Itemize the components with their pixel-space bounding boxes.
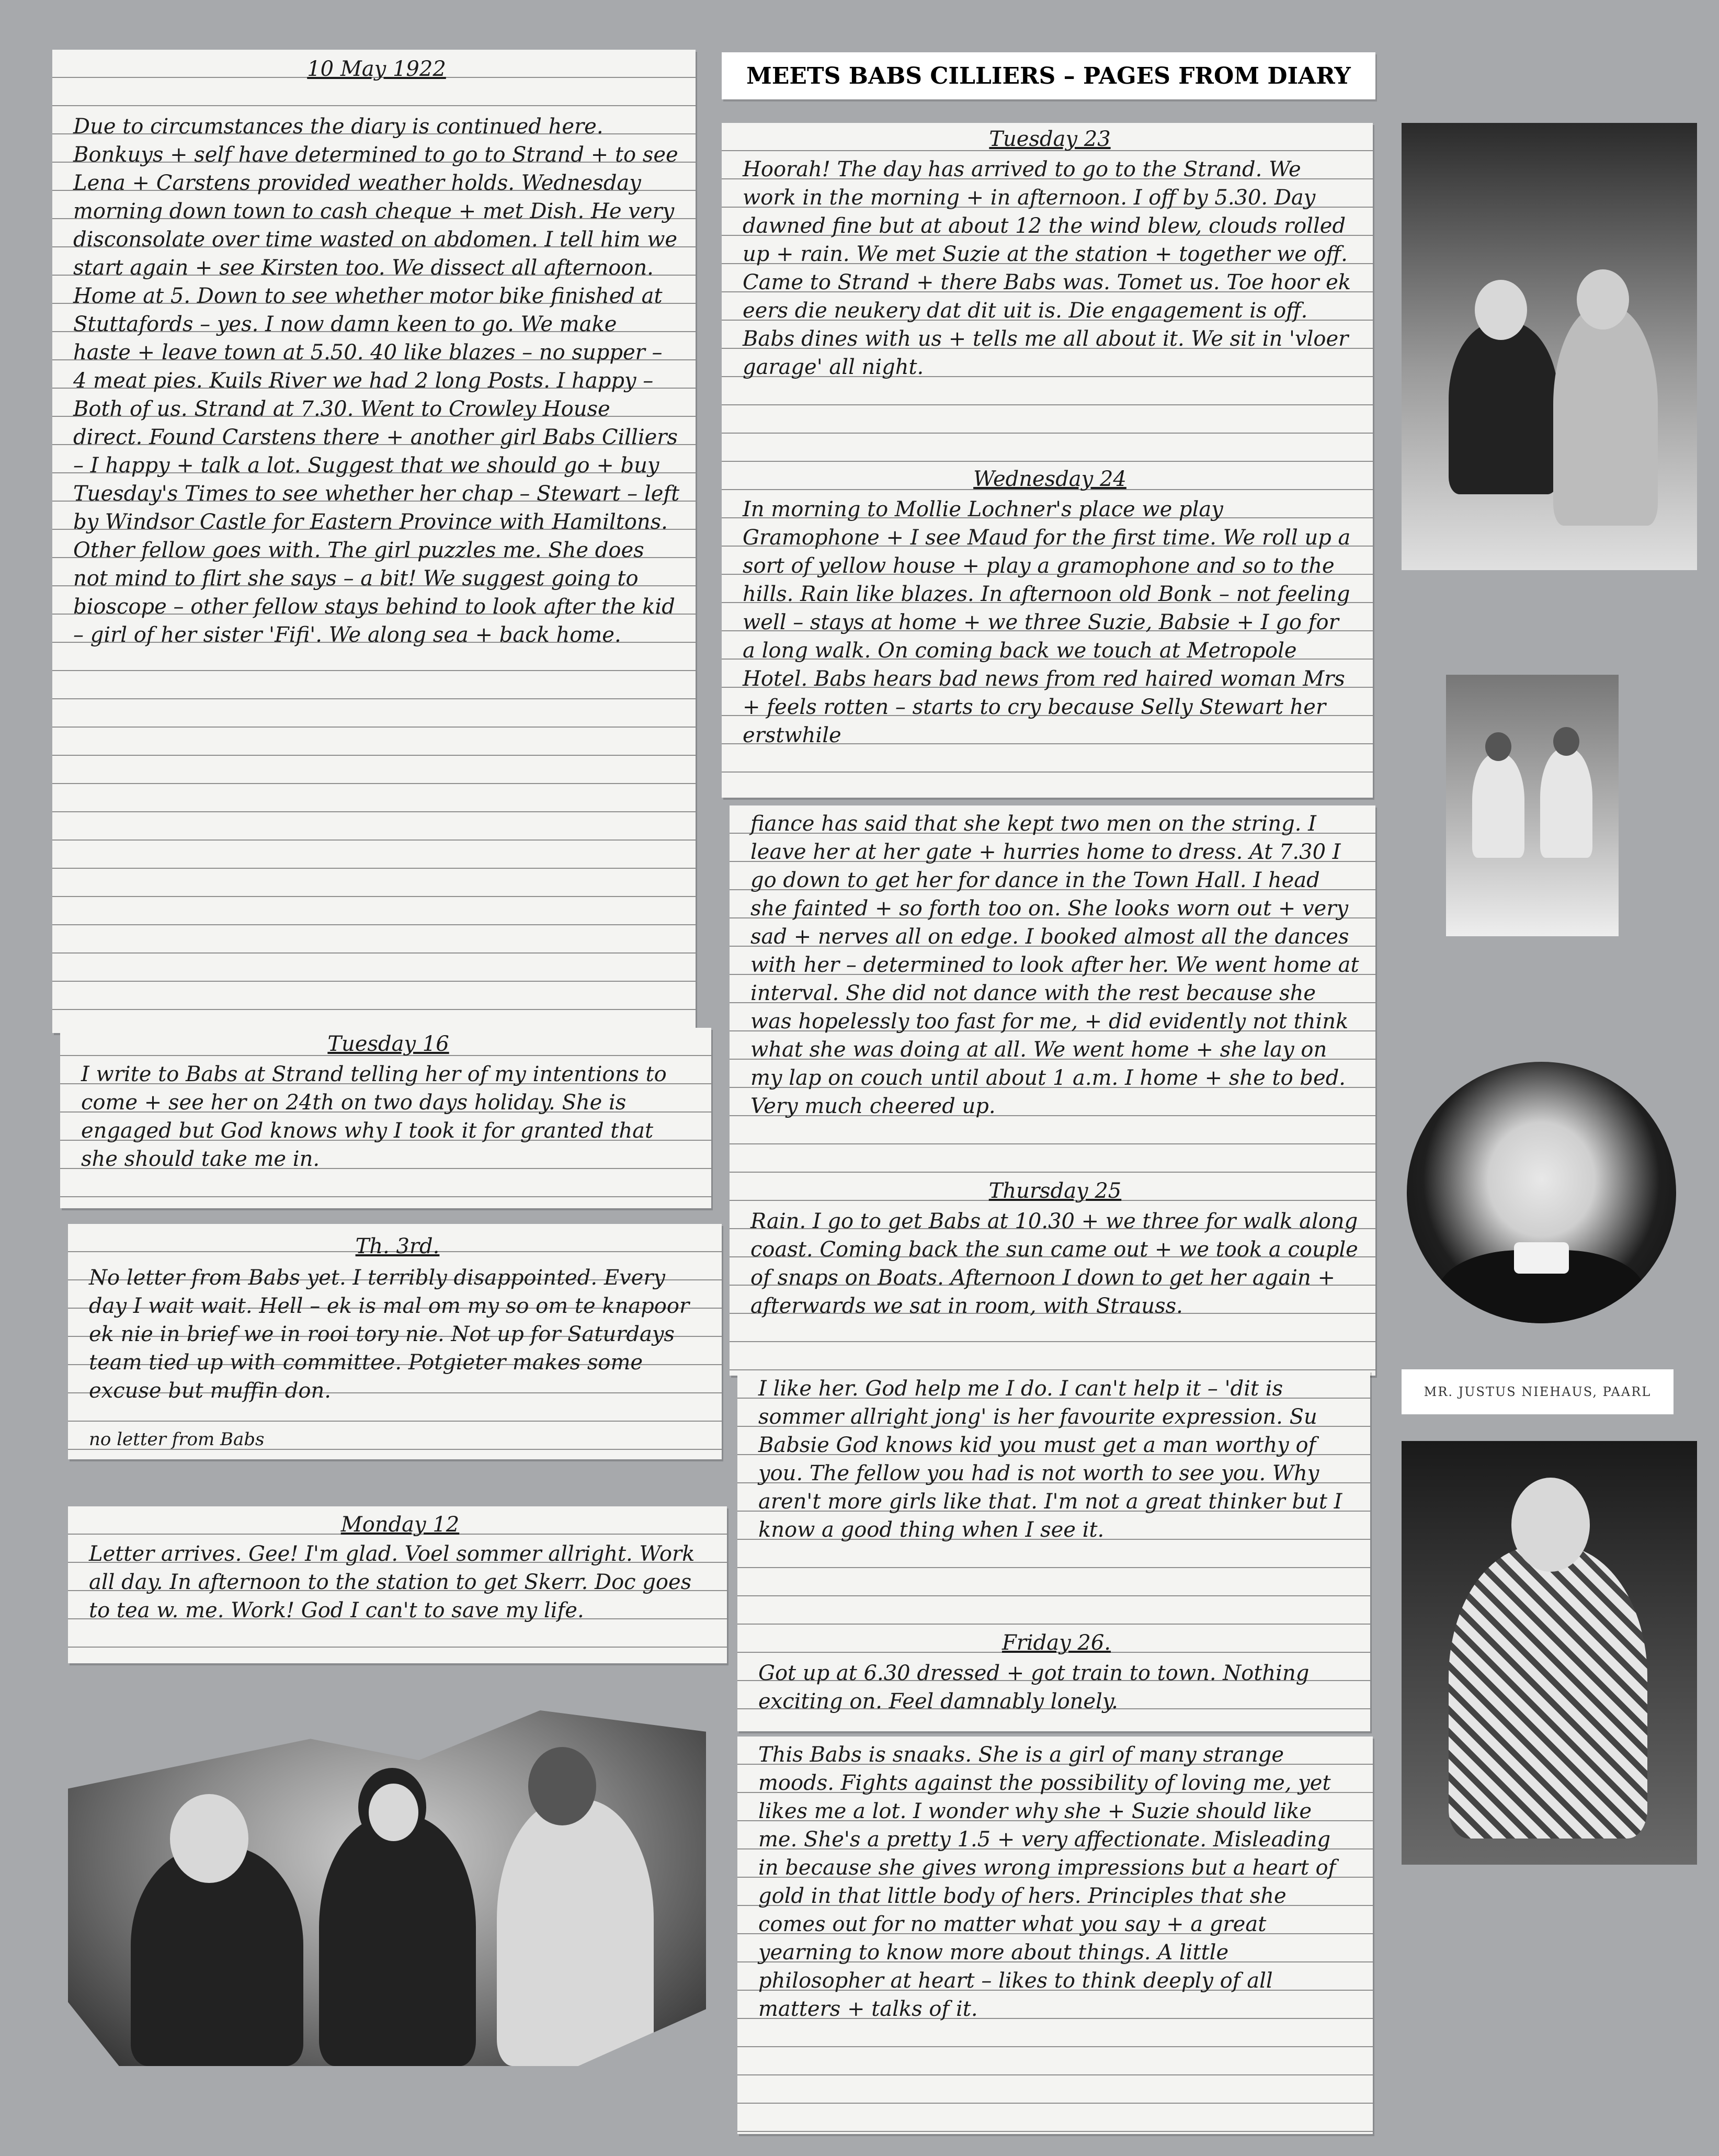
photo-person-right <box>497 1799 654 2066</box>
diary-entry-text: fiance has said that she kept two men on the string. I leave her at her gate + hurries home to dress. At 7.30 I go down to get her for dance in the Town Hall. I head she fainted + so forth too on. She looks worn out + very sad + nerves all on edge. I booked almost all the dances with her – determined to look after her. We went home at interval. She did not dance with the rest because she was hopelessly too fast for me, + did evidently not think what she was doing at all. We went home + she lay on my lap on couch until about 1 a.m. I home + she to bed. Very much cheered up. <box>750 812 1366 1118</box>
diary-entry-text: Letter arrives. Gee! I'm glad. Voel sommer allright. Work all day. In afternoon to the station to get Skerr. Doc goes to tea w. me. Work! God I can't to save my life. <box>89 1542 702 1622</box>
photo-face-right-woman <box>1553 727 1579 756</box>
photo-face-shawl <box>1511 1478 1590 1572</box>
photo-woman-shawl <box>1402 1441 1697 1865</box>
photo-face-left-woman <box>1485 732 1511 761</box>
photo-person-man <box>1553 306 1658 526</box>
photo-face-right <box>528 1747 596 1825</box>
photo-two-women <box>1446 675 1619 936</box>
portrait-caption: MR. JUSTUS NIEHAUS, PAARL <box>1402 1369 1674 1414</box>
diary-clipping-may-10 <box>52 50 696 1033</box>
diary-clipping-babs <box>737 1737 1373 2134</box>
diary-subheading: Thursday 25 <box>988 1179 1122 1203</box>
portrait-collar <box>1514 1242 1569 1274</box>
photo-person-left-woman <box>1472 753 1524 858</box>
diary-clipping-tuesday-16 <box>60 1028 711 1208</box>
page-headline: MEETS BABS CILLIERS – PAGES FROM DIARY <box>722 52 1375 99</box>
diary-subheading: Friday 26. <box>1001 1631 1111 1655</box>
diary-heading: Tuesday 23 <box>989 127 1111 151</box>
diary-clipping-tuesday-23 <box>722 123 1373 798</box>
diary-entry-text: In morning to Mollie Lochner's place we play Gramophone + I see Maud for the first time. We roll up a sort of yellow house + play a gramophone and so to the hills. Rain like blazes. In afternoon old Bonk – not feeling well – stays at home + we three Suzie, Babsie + I go for a long walk. On coming back we touch at Metropole Hotel. Babs hears bad news from red haired woman Mrs + feels rotten – starts to cry because Selly Stewart her erstwhile <box>743 497 1358 747</box>
diary-heading: Tuesday 16 <box>327 1032 449 1056</box>
diary-entry-text: Rain. I go to get Babs at 10.30 + we three for walk along coast. Coming back the sun came out + we took a couple of snaps on Boats. Afternoon I down to get her again + afterwards we sat in room, with Strauss. <box>750 1209 1365 1318</box>
diary-entry-text: No letter from Babs yet. I terribly disappointed. Every day I wait wait. Hell – ek is mal om my so om te knapoor ek nie in brief we in rooi tory nie. Not up for Saturdays team tied up with committee. Potgieter makes some excuse but muffin don. <box>89 1266 696 1403</box>
portrait-oval-man <box>1407 1062 1676 1323</box>
photo-person-center <box>319 1815 476 2066</box>
diary-entry-text: I like her. God help me I do. I can't help it – 'dit is sommer allright jong' is her favourite expression. Su Babsie God knows kid you must get a man worthy of you. The fellow you had is not worth to see you. Why aren't more girls like that. I'm not a great thinker but I know a good thing when I see it. <box>758 1377 1349 1542</box>
photo-face-woman <box>1475 280 1527 340</box>
photo-face-center-skin <box>369 1784 418 1841</box>
diary-subheading: Wednesday 24 <box>973 467 1126 491</box>
photo-person-woman <box>1449 322 1558 494</box>
diary-clipping-monday-12 <box>68 1506 727 1663</box>
photo-face-man <box>1577 269 1629 330</box>
diary-heading: Th. 3rd. <box>355 1234 440 1258</box>
diary-entry-text: I write to Babs at Strand telling her of my intentions to come + see her on 24th on two days holiday. She is engaged but God knows why I took it for granted that she should take me in. <box>81 1062 674 1171</box>
photo-couple-seated <box>1402 123 1697 570</box>
diary-entry-text: Due to circumstances the diary is continued here. Bonkuys + self have determined to go to Strand + to see Lena + Carstens provided weather holds. Wednesday morning down town to cash cheque + met Dish. He very disconsolate over time wasted on abdomen. I tell him we start again + see Kirsten too. We dissect all afternoon. Home at 5. Down to see whether motor bike finished at Stuttafords – yes. I now damn keen to go. We make haste + leave town at 5.50. 40 like blazes – no supper – 4 meat pies. Kuils River we had 2 long Posts. I happy – Both of us. Strand at 7.30. Went to Crowley House direct. Found Carstens there + another girl Babs Cilliers – I happy + talk a lot. Suggest that we should go + buy Tuesday's Times to see whether her chap – Stewart – left by Windsor Castle for Eastern Province with Hamiltons. Other fellow goes with. The girl puzzles me. She does not mind to flirt she says – a bit! We suggest going to bioscope – other fellow stays behind to look after the kid – girl of her sister 'Fifi'. We along sea + back home. <box>73 115 686 647</box>
diary-entry-text: Got up at 6.30 dressed + got train to town. Nothing exciting on. Feel damnably lonely. <box>758 1661 1316 1714</box>
photo-face-left <box>170 1794 248 1883</box>
photo-person-right-woman <box>1540 748 1592 858</box>
diary-entry-text: This Babs is snaaks. She is a girl of many strange moods. Fights against the possibility of loving me, yet likes me a lot. I wonder why she + Suzie should like me. She's a pretty 1.5 + very affectionate. Misleading in because she gives wrong impressions but a heart of gold in that little body of hers. Principles that she comes out for no matter what you say + a great yearning to know more about things. A little philosopher at heart – likes to think deeply of all matters + talks of it. <box>758 1743 1343 2021</box>
diary-clipping-thursday-25 <box>730 805 1375 1376</box>
diary-clipping-friday-26 <box>737 1370 1370 1731</box>
diary-note-text: no letter from Babs <box>89 1429 265 1450</box>
group-photo-cutout <box>68 1710 706 2066</box>
diary-heading: 10 May 1922 <box>307 57 446 81</box>
diary-entry-text: Hoorah! The day has arrived to go to the Strand. We work in the morning + in afternoon. I off by 5.30. Day dawned fine but at about 12 the wind blew, clouds rolled up + rain. We met Suzie at the station + together we off. Came to Strand + there Babs was. Tomet us. Toe hoor ek eers die neukery dat dit uit is. Die engagement is off. Babs dines with us + tells me all about it. We sit in 'vloer garage' all night. <box>743 157 1358 379</box>
diary-heading: Monday 12 <box>340 1513 460 1537</box>
diary-clipping-thursday-3 <box>68 1224 722 1459</box>
photo-person-shawl <box>1449 1546 1647 1839</box>
